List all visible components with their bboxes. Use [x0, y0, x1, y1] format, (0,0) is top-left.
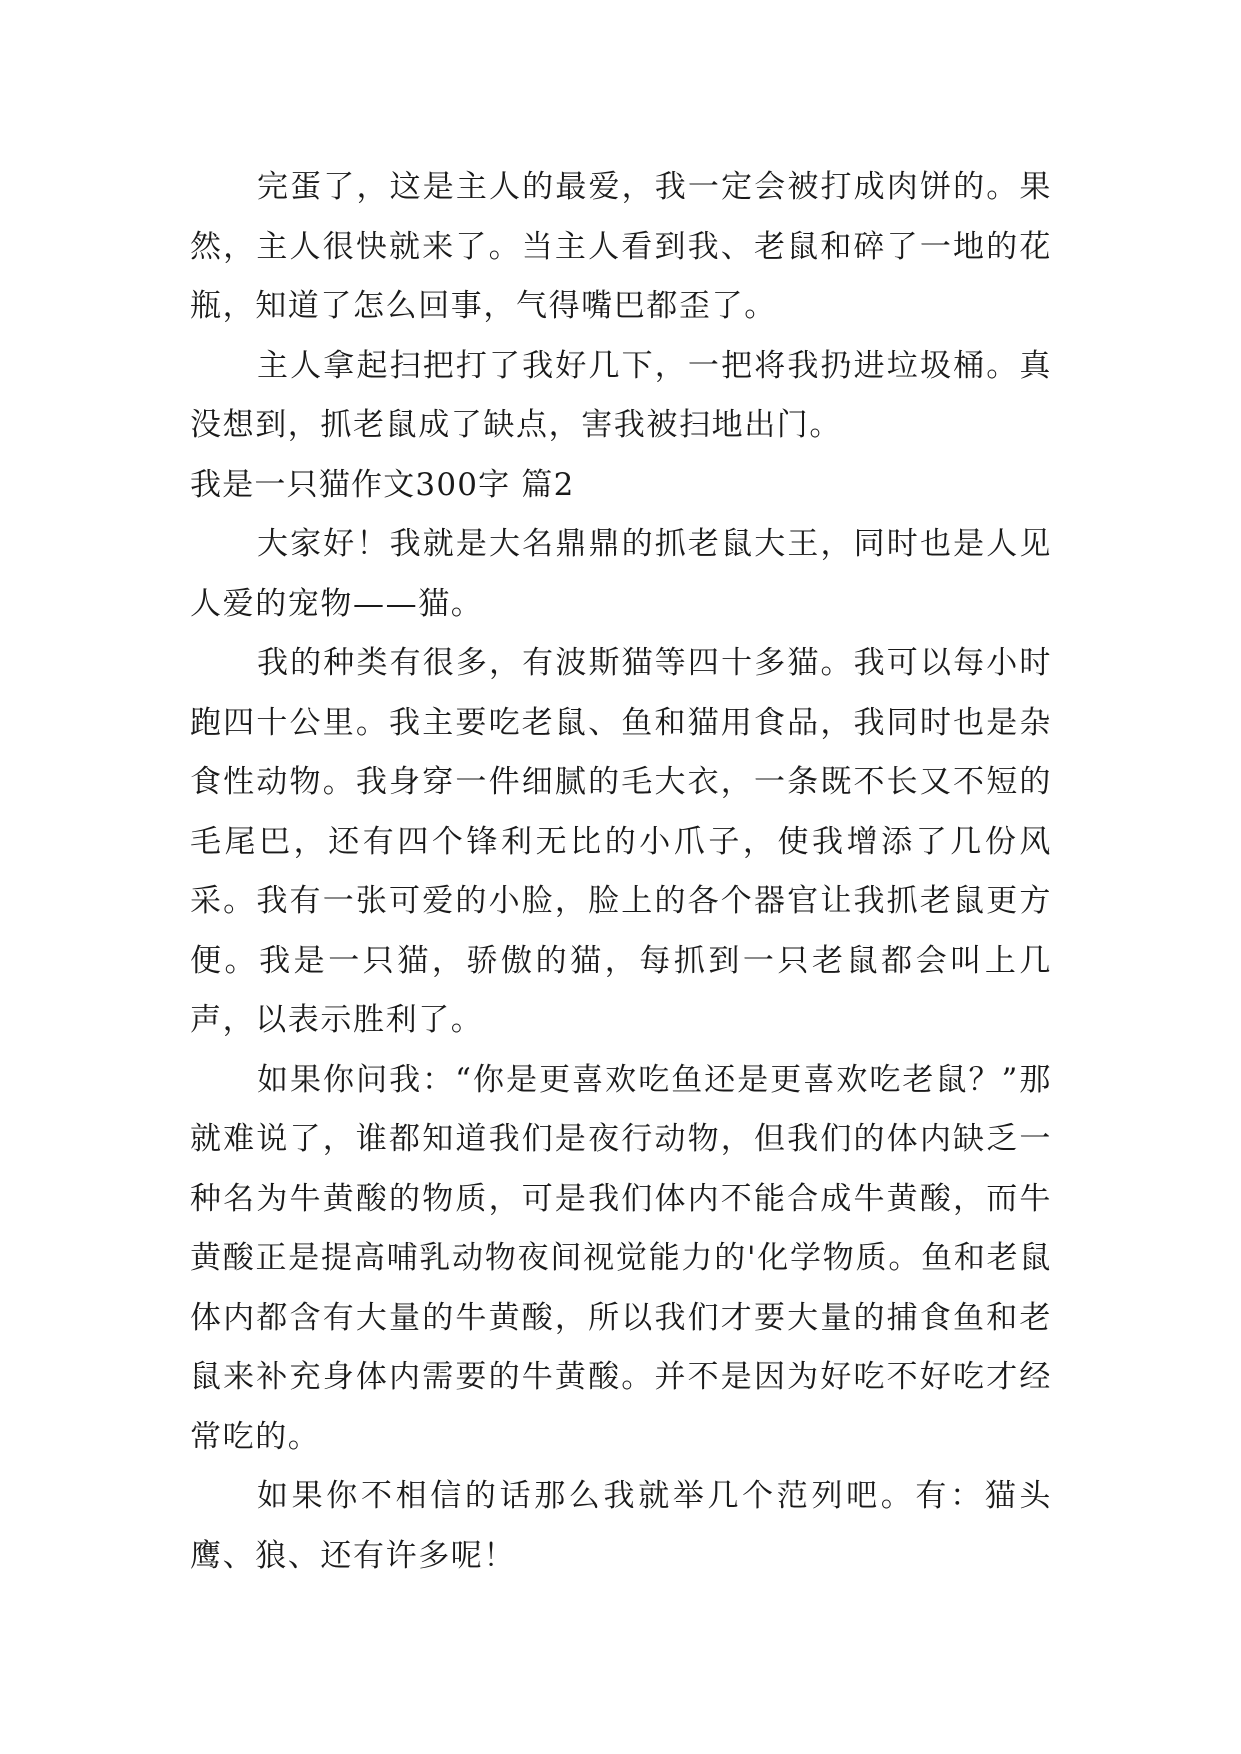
paragraph-6: 如果你不相信的话那么我就举几个范列吧。有：猫头鹰、狼、还有许多呢！ [190, 1478, 1052, 1574]
paragraph-2: 主人拿起扫把打了我好几下，一把将我扔进垃圾桶。真没想到，抓老鼠成了缺点，害我被扫地出门。 [190, 347, 1052, 443]
paragraph-5: 如果你问我：“你是更喜欢吃鱼还是更喜欢吃老鼠？”那就难说了，谁都知道我们是夜行动物，但我们的体内缺乏一种名为牛黄酸的物质，可是我们体内不能合成牛黄酸，而牛黄酸正是提高哺乳动物夜间视觉能力的'化学物质。鱼和老鼠体内都含有大量的牛黄酸，所以我们才要大量的捕食鱼和老鼠来补充身体内需要的牛黄酸。并不是因为好吃不好吃才经常吃的。 [190, 1061, 1052, 1455]
paragraph-1: 完蛋了，这是主人的最爱，我一定会被打成肉饼的。果然，主人很快就来了。当主人看到我、老鼠和碎了一地的花瓶，知道了怎么回事，气得嘴巴都歪了。 [190, 169, 1052, 324]
document-body [190, 158, 1052, 1586]
section-heading: 我是一只猫作文300字 篇2 [190, 466, 575, 503]
paragraph-4: 我的种类有很多，有波斯猫等四十多猫。我可以每小时跑四十公里。我主要吃老鼠、鱼和猫用食品，我同时也是杂食性动物。我身穿一件细腻的毛大衣，一条既不长又不短的毛尾巴，还有四个锋利无比的小爪子，使我增添了几份风采。我有一张可爱的小脸，脸上的各个器官让我抓老鼠更方便。我是一只猫，骄傲的猫，每抓到一只老鼠都会叫上几声，以表示胜利了。 [190, 645, 1052, 1038]
paragraph-3: 大家好！我就是大名鼎鼎的抓老鼠大王，同时也是人见人爱的宠物——猫。 [190, 526, 1052, 622]
